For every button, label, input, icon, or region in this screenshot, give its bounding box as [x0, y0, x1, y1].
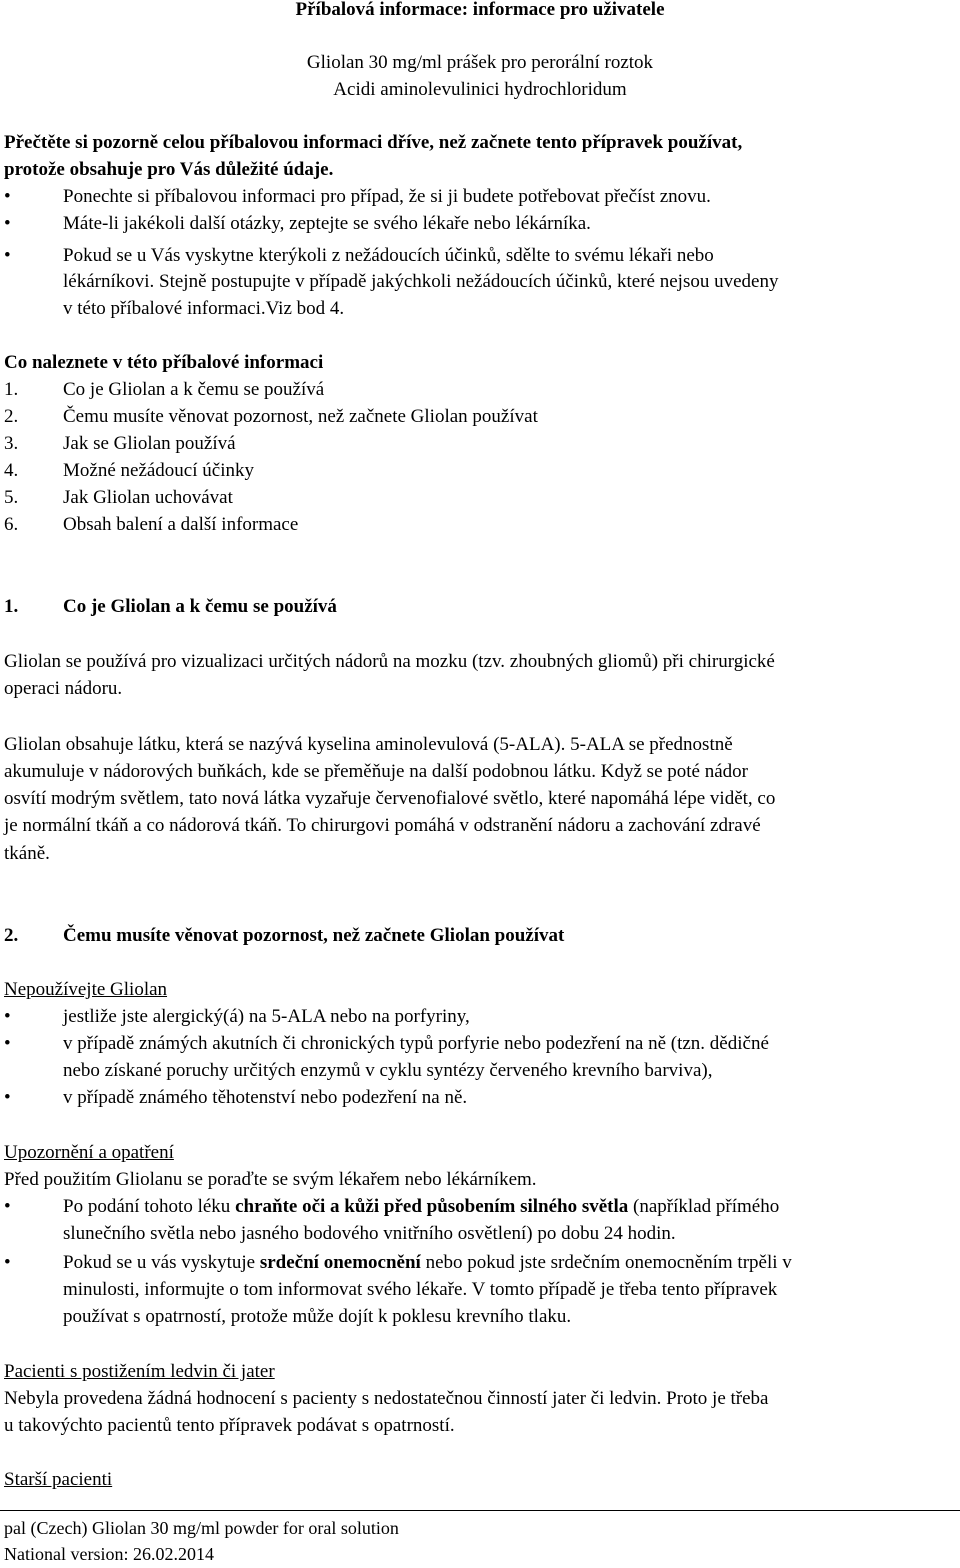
section-1-paragraph-2-line-5: tkáně.: [4, 843, 50, 864]
do-not-use-bullet-2-cont: nebo získané poruchy určitých enzymů v cyklu syntézy červeného krevního barviva),: [63, 1060, 713, 1081]
warnings-bullet-2-cont-2: používat s opatrností, protože může dojít k poklesu krevního tlaku.: [63, 1306, 572, 1327]
light-protection-emphasis: chraňte oči a kůži před působením silného světla: [235, 1196, 629, 1217]
bullet-icon: •: [4, 1006, 11, 1027]
footer-divider: [0, 1510, 960, 1511]
section-1-paragraph-2-line-4: je normální tkáň a co nádorová tkáň. To chirurgovi pomáhá v odstranění nádoru a zachování zdravé: [4, 815, 761, 836]
section-1-paragraph-1-line-1: Gliolan se používá pro vizualizaci určitých nádorů na mozku (tzv. zhoubných gliomů) při chirurgické: [4, 651, 775, 672]
bullet-icon: •: [4, 213, 11, 234]
do-not-use-heading: Nepoužívejte Gliolan: [4, 979, 168, 1000]
section-2-heading: 2. Čemu musíte věnovat pozornost, než začnete Gliolan používat: [4, 925, 565, 946]
bullet-icon: •: [4, 1196, 11, 1217]
intro-bullet-3-cont-2: v této příbalové informaci.Viz bod 4.: [63, 298, 345, 319]
active-substance: Acidi aminolevulinici hydrochloridum: [333, 79, 627, 100]
bullet-icon: •: [4, 1033, 11, 1054]
intro-warning-line-2: protože obsahuje pro Vás důležité údaje.: [4, 159, 334, 180]
toc-item: 5. Jak Gliolan uchovávat: [4, 487, 233, 508]
do-not-use-bullet-3: • v případě známého těhotenství nebo podezření na ně.: [4, 1084, 956, 1111]
bullet-icon: •: [4, 1087, 11, 1108]
section-1-paragraph-1-line-2: operaci nádoru.: [4, 678, 123, 699]
warnings-intro: Před použitím Gliolanu se poraďte se svým lékařem nebo lékárníkem.: [4, 1169, 537, 1190]
do-not-use-bullet-1: • jestliže jste alergický(á) na 5-ALA nebo na porfyriny,: [4, 1003, 956, 1030]
intro-bullet-3: • Pokud se u Vás vyskytne kterýkoli z nežádoucích účinků, sdělte to svému lékaři nebo: [4, 242, 956, 269]
product-name: Gliolan 30 mg/ml prášek pro perorální roztok: [306, 52, 654, 73]
warnings-bullet-1-cont: slunečního světla nebo jasného bodového vnitřního osvětlení) po dobu 24 hodin.: [63, 1223, 676, 1244]
do-not-use-bullet-2: • v případě známých akutních či chronických typů porfyrie nebo podezření na ně (tzn. dědičné: [4, 1030, 956, 1057]
warnings-heading: Upozornění a opatření: [4, 1142, 174, 1163]
warnings-bullet-2-cont-1: minulosti, informujte o tom informovat svého lékaře. V tomto případě je třeba tento přípravek: [63, 1279, 778, 1300]
warnings-bullet-1: • Po podání tohoto léku chraňte oči a kůži před působením silného světla (například přímého: [4, 1193, 956, 1220]
toc-item: 2. Čemu musíte věnovat pozornost, než začnete Gliolan používat: [4, 406, 538, 427]
intro-bullet-1: • Ponechte si příbalovou informaci pro případ, že si ji budete potřebovat přečíst znovu.: [4, 183, 956, 210]
renal-hepatic-line-2: u takovýchto pacientů tento přípravek podávat s opatrností.: [4, 1415, 455, 1436]
section-1-paragraph-2-line-3: osvítí modrým světlem, tato nová látka vyzařuje červenofialové světlo, které napomáhá lépe vidět, co: [4, 788, 776, 809]
section-1-paragraph-2-line-1: Gliolan obsahuje látku, která se nazývá kyselina aminolevulová (5-ALA). 5-ALA se přednostně: [4, 734, 733, 755]
intro-bullet-3-cont-1: lékárníkovi. Stejně postupujte v případě jakýchkoli nežádoucích účinků, které nejsou uvedeny: [63, 271, 779, 292]
elderly-heading: Starší pacienti: [4, 1469, 113, 1490]
intro-warning-line-1: Přečtěte si pozorně celou příbalovou informaci dříve, než začnete tento přípravek používat,: [4, 132, 743, 153]
toc-heading: Co naleznete v této příbalové informaci: [4, 352, 324, 373]
warnings-bullet-2: • Pokud se u vás vyskytuje srdeční onemocnění nebo pokud jste srdečním onemocněním trpěli v: [4, 1249, 956, 1276]
bullet-icon: •: [4, 245, 11, 266]
section-1-heading: 1. Co je Gliolan a k čemu se používá: [4, 596, 337, 617]
bullet-icon: •: [4, 186, 11, 207]
toc-item: 1. Co je Gliolan a k čemu se používá: [4, 379, 325, 400]
heart-disease-emphasis: srdeční onemocnění: [259, 1252, 421, 1273]
bullet-icon: •: [4, 1252, 11, 1273]
footer-product-line: pal (Czech) Gliolan 30 mg/ml powder for oral solution: [4, 1518, 399, 1538]
section-1-paragraph-2-line-2: akumuluje v nádorových buňkách, kde se přeměňuje na další podobnou látku. Když se poté nádor: [4, 761, 748, 782]
toc-item: 3. Jak se Gliolan používá: [4, 433, 236, 454]
toc-item: 4. Možné nežádoucí účinky: [4, 460, 254, 481]
document-title: Příbalová informace: informace pro uživatele: [295, 0, 665, 20]
intro-bullet-2: • Máte-li jakékoli další otázky, zeptejte se svého lékaře nebo lékárníka.: [4, 210, 956, 237]
renal-hepatic-heading: Pacienti s postižením ledvin či jater: [4, 1361, 275, 1382]
toc-item: 6. Obsah balení a další informace: [4, 514, 299, 535]
renal-hepatic-line-1: Nebyla provedena žádná hodnocení s pacienty s nedostatečnou činností jater či ledvin. Proto je třeba: [4, 1388, 769, 1409]
footer-version-line: National version: 26.02.2014: [4, 1544, 214, 1564]
